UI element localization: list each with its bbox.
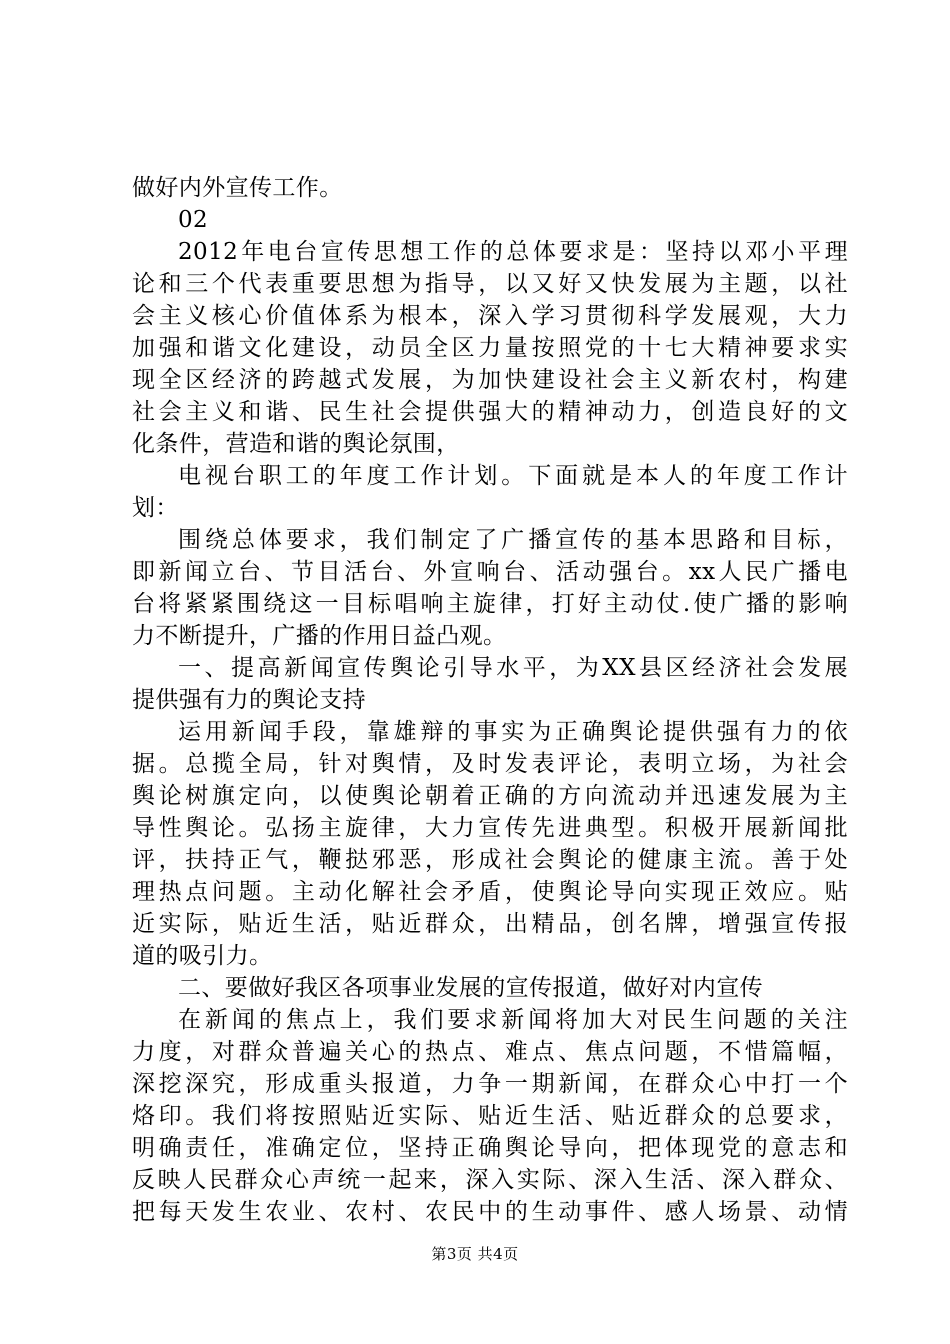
section-heading: 二、要做好我区各项事业发展的宣传报道，做好对内宣传 — [178, 975, 763, 1001]
text-line: 2012年电台宣传思想工作的总体要求是：坚持以邓小平理 — [178, 239, 848, 265]
text-line: 据。总揽全局，针对舆情，及时发表评论，表明立场，为社会 — [132, 751, 848, 777]
text-line: 会主义核心价值体系为根本，深入学习贯彻科学发展观，大力 — [132, 303, 848, 329]
text-line: 即新闻立台、节目活台、外宣响台、活动强台。xx人民广播电 — [132, 559, 848, 585]
text-line: 电视台职工的年度工作计划。下面就是本人的年度工作计 — [178, 463, 848, 489]
text-line: 理热点问题。主动化解社会矛盾，使舆论导向实现正效应。贴 — [132, 879, 848, 905]
section-heading: 提供强有力的舆论支持 — [132, 687, 366, 713]
text-line: 化条件，营造和谐的舆论氛围， — [132, 431, 460, 457]
text-line: 舆论树旗定向，以使舆论朝着正确的方向流动并迅速发展为主 — [132, 783, 848, 809]
page-footer — [0, 1244, 950, 1264]
text-line: 力不断提升，广播的作用日益凸观。 — [132, 623, 507, 649]
text-line: 现全区经济的跨越式发展，为加快建设社会主义新农村，构建 — [132, 367, 848, 393]
text-line: 评，扶持正气，鞭挞邪恶，形成社会舆论的健康主流。善于处 — [132, 847, 848, 873]
text-line: 把每天发生农业、农村、农民中的生动事件、感人场景、动情 — [132, 1199, 848, 1225]
text-line: 烙印。我们将按照贴近实际、贴近生活、贴近群众的总要求， — [132, 1103, 848, 1129]
text-line: 论和三个代表重要思想为指导，以又好又快发展为主题，以社 — [132, 271, 848, 297]
text-line: 做好内外宣传工作。 — [132, 175, 343, 201]
text-line: 划： — [132, 495, 179, 521]
text-line: 运用新闻手段，靠雄辩的事实为正确舆论提供强有力的依 — [178, 719, 848, 745]
text-line: 道的吸引力。 — [132, 943, 273, 969]
section-heading: 一、提高新闻宣传舆论引导水平，为XX县区经济社会发展 — [178, 655, 848, 681]
text-line: 明确责任，准确定位，坚持正确舆论导向，把体现党的意志和 — [132, 1135, 848, 1161]
text-line: 反映人民群众心声统一起来，深入实际、深入生活、深入群众、 — [132, 1167, 848, 1193]
text-line: 台将紧紧围绕这一目标唱响主旋律，打好主动仗.使广播的影响 — [132, 591, 848, 617]
text-line: 加强和谐文化建设，动员全区力量按照党的十七大精神要求实 — [132, 335, 848, 361]
text-line: 在新闻的焦点上，我们要求新闻将加大对民生问题的关注 — [178, 1007, 848, 1033]
section-number: 02 — [178, 207, 209, 233]
text-line: 力度，对群众普遍关心的热点、难点、焦点问题，不惜篇幅， — [132, 1039, 848, 1065]
text-line: 近实际，贴近生活，贴近群众，出精品，创名牌，增强宣传报 — [132, 911, 848, 937]
text-line: 导性舆论。弘扬主旋律，大力宣传先进典型。积极开展新闻批 — [132, 815, 848, 841]
text-line: 围绕总体要求，我们制定了广播宣传的基本思路和目标， — [178, 527, 848, 553]
text-line: 社会主义和谐、民生社会提供强大的精神动力，创造良好的文 — [132, 399, 848, 425]
page-number-label: 第3页 共4页 — [431, 1245, 519, 1263]
document-body — [132, 172, 848, 1228]
text-line: 深挖深究，形成重头报道，力争一期新闻，在群众心中打一个 — [132, 1071, 848, 1097]
